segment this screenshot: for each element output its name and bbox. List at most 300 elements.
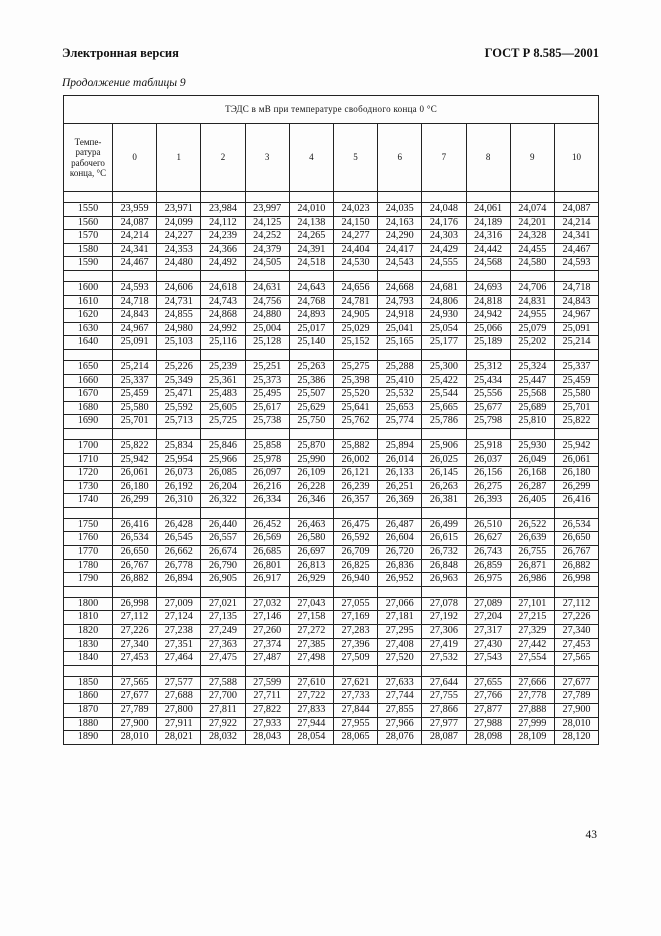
emf-value-cell: 27,112 [113,611,157,625]
emf-value-cell: 27,419 [422,638,466,652]
emf-value-cell: 27,588 [201,676,245,690]
emf-value-cell: 25,641 [333,401,377,415]
emf-value-cell: 26,145 [422,467,466,481]
emf-value-cell: 26,299 [554,480,598,494]
emf-value-cell: 24,656 [333,281,377,295]
table-row [64,401,599,415]
emf-value-cell: 26,569 [245,532,289,546]
emf-value-cell: 25,324 [510,360,554,374]
emf-value-cell: 25,422 [422,374,466,388]
emf-value-cell: 24,555 [422,257,466,271]
emf-value-cell: 25,605 [201,401,245,415]
emf-value-cell: 27,866 [422,704,466,718]
emf-value-cell: 26,487 [378,518,422,532]
separator-cell [201,428,245,439]
emf-value-cell: 26,369 [378,494,422,508]
table-row [64,388,599,402]
emf-value-cell: 27,977 [422,717,466,731]
emf-value-cell: 26,405 [510,494,554,508]
emf-value-cell: 25,079 [510,322,554,336]
emf-value-cell: 25,140 [289,336,333,350]
emf-value-cell: 27,487 [245,652,289,666]
table-row [64,573,599,587]
emf-value-cell: 26,975 [466,573,510,587]
emf-value-cell: 26,940 [333,573,377,587]
separator-cell [245,586,289,597]
emf-value-cell: 25,165 [378,336,422,350]
emf-value-cell: 25,870 [289,439,333,453]
temperature-cell: 1680 [64,401,113,415]
separator-cell [422,507,466,518]
emf-value-cell: 26,674 [201,546,245,560]
emf-value-cell: 27,158 [289,611,333,625]
emf-value-cell: 26,168 [510,467,554,481]
emf-value-cell: 27,340 [554,625,598,639]
separator-cell [333,507,377,518]
emf-value-cell: 26,929 [289,573,333,587]
emf-value-cell: 25,592 [157,401,201,415]
temperature-cell: 1670 [64,388,113,402]
emf-value-cell: 25,918 [466,439,510,453]
emf-value-cell: 24,681 [422,281,466,295]
emf-value-cell: 27,789 [113,704,157,718]
emf-value-cell: 26,381 [422,494,466,508]
emf-value-cell: 24,404 [333,243,377,257]
emf-value-cell: 27,599 [245,676,289,690]
emf-value-cell: 24,227 [157,230,201,244]
separator-cell [64,665,113,676]
emf-value-cell: 27,700 [201,690,245,704]
table-row [64,309,599,323]
emf-value-cell: 24,455 [510,243,554,257]
emf-value-cell: 25,858 [245,439,289,453]
emf-value-cell: 26,061 [554,453,598,467]
emf-value-cell: 26,156 [466,467,510,481]
emf-value-cell: 27,363 [201,638,245,652]
emf-value-cell: 28,076 [378,731,422,745]
separator-cell [422,428,466,439]
emf-value-cell: 26,428 [157,518,201,532]
emf-value-cell: 27,295 [378,625,422,639]
separator-cell [466,665,510,676]
emf-value-cell: 28,054 [289,731,333,745]
emf-value-cell: 25,128 [245,336,289,350]
emf-value-cell: 25,361 [201,374,245,388]
emf-value-cell: 25,906 [422,439,466,453]
separator-cell [289,507,333,518]
table-row [64,257,599,271]
separator-cell [157,428,201,439]
emf-value-cell: 26,180 [554,467,598,481]
table-row [64,652,599,666]
separator-cell [113,665,157,676]
emf-value-cell: 26,357 [333,494,377,508]
emf-value-cell: 27,520 [378,652,422,666]
emf-value-cell: 25,701 [554,401,598,415]
table-row [64,494,599,508]
emf-value-cell: 24,618 [201,281,245,295]
emf-value-cell: 25,532 [378,388,422,402]
emf-value-cell: 26,073 [157,467,201,481]
emf-value-cell: 25,810 [510,415,554,429]
separator-cell [554,428,598,439]
emf-value-cell: 25,568 [510,388,554,402]
emf-value-cell: 27,453 [113,652,157,666]
emf-value-cell: 27,226 [113,625,157,639]
temperature-cell: 1890 [64,731,113,745]
emf-value-cell: 25,029 [333,322,377,336]
emf-value-cell: 24,942 [466,309,510,323]
emf-value-cell: 27,822 [245,704,289,718]
emf-value-cell: 27,430 [466,638,510,652]
emf-value-cell: 27,844 [333,704,377,718]
emf-value-cell: 24,718 [113,295,157,309]
emf-value-cell: 24,955 [510,309,554,323]
temperature-cell: 1560 [64,216,113,230]
table-caption: Продолжение таблицы 9 [62,77,186,89]
temperature-column-header: Темпе-ратура рабочего конца, °С [64,124,113,192]
emf-value-cell: 24,176 [422,216,466,230]
separator-cell [554,192,598,203]
emf-value-cell: 25,091 [554,322,598,336]
emf-value-cell: 25,483 [201,388,245,402]
emf-value-cell: 26,510 [466,518,510,532]
emf-value-cell: 24,048 [422,203,466,217]
emf-value-cell: 26,604 [378,532,422,546]
separator-cell [378,349,422,360]
emf-value-cell: 27,306 [422,625,466,639]
table-row [64,453,599,467]
emf-value-cell: 27,498 [289,652,333,666]
separator-cell [245,665,289,676]
emf-value-cell: 28,010 [554,717,598,731]
temperature-cell: 1780 [64,559,113,573]
emf-value-cell: 26,580 [289,532,333,546]
emf-value-cell: 27,226 [554,611,598,625]
table-row [64,625,599,639]
separator-cell [422,586,466,597]
separator-cell [201,507,245,518]
emf-value-cell: 26,310 [157,494,201,508]
emf-value-cell: 27,135 [201,611,245,625]
emf-value-cell: 26,697 [289,546,333,560]
column-header-0: 0 [113,124,157,192]
emf-value-cell: 24,467 [113,257,157,271]
temperature-cell: 1720 [64,467,113,481]
emf-value-cell: 24,467 [554,243,598,257]
emf-value-cell: 27,475 [201,652,245,666]
separator-cell [378,270,422,281]
emf-value-cell: 24,138 [289,216,333,230]
temperature-cell: 1550 [64,203,113,217]
emf-value-cell: 27,442 [510,638,554,652]
emf-value-cell: 25,189 [466,336,510,350]
separator-cell [554,270,598,281]
column-header-9: 9 [510,124,554,192]
emf-value-cell: 26,251 [378,480,422,494]
separator-cell [466,270,510,281]
emf-value-cell: 25,041 [378,322,422,336]
separator-cell [378,507,422,518]
emf-value-cell: 24,718 [554,281,598,295]
emf-value-cell: 24,855 [157,309,201,323]
emf-value-cell: 26,263 [422,480,466,494]
emf-value-cell: 28,109 [510,731,554,745]
separator-cell [378,665,422,676]
separator-cell [289,665,333,676]
table-row [64,638,599,652]
emf-value-cell: 25,337 [554,360,598,374]
emf-value-cell: 25,152 [333,336,377,350]
emf-value-cell: 27,043 [289,597,333,611]
separator-cell [510,586,554,597]
emf-value-cell: 26,416 [113,518,157,532]
emf-value-cell: 26,767 [554,546,598,560]
separator-cell [245,428,289,439]
emf-value-cell: 27,396 [333,638,377,652]
emf-value-cell: 25,665 [422,401,466,415]
temperature-cell: 1610 [64,295,113,309]
emf-value-cell: 25,786 [422,415,466,429]
temperature-cell: 1590 [64,257,113,271]
emf-value-cell: 26,755 [510,546,554,560]
emf-value-cell: 26,639 [510,532,554,546]
separator-cell [554,586,598,597]
separator-cell [64,428,113,439]
separator-cell [510,507,554,518]
emf-value-cell: 27,666 [510,676,554,690]
emf-value-cell: 27,249 [201,625,245,639]
temperature-cell: 1630 [64,322,113,336]
emf-value-cell: 26,463 [289,518,333,532]
emf-value-cell: 24,010 [289,203,333,217]
separator-cell [466,586,510,597]
separator-cell [113,270,157,281]
emf-value-cell: 23,959 [113,203,157,217]
emf-value-cell: 25,701 [113,415,157,429]
emf-value-cell: 26,025 [422,453,466,467]
temperature-cell: 1870 [64,704,113,718]
separator-cell [510,192,554,203]
separator-cell [245,349,289,360]
emf-value-cell: 24,693 [466,281,510,295]
separator-cell [245,192,289,203]
emf-value-cell: 26,871 [510,559,554,573]
emf-value-cell: 26,133 [378,467,422,481]
emf-value-cell: 26,192 [157,480,201,494]
emf-value-cell: 24,843 [554,295,598,309]
emf-value-cell: 24,189 [466,216,510,230]
emf-value-cell: 25,580 [113,401,157,415]
emf-value-cell: 27,633 [378,676,422,690]
emf-value-cell: 25,337 [113,374,157,388]
emf-value-cell: 24,061 [466,203,510,217]
emf-value-cell: 27,009 [157,597,201,611]
column-header-10: 10 [554,124,598,192]
emf-value-cell: 27,988 [466,717,510,731]
separator-cell [113,192,157,203]
emf-value-cell: 24,706 [510,281,554,295]
emf-value-cell: 24,905 [333,309,377,323]
separator-cell [201,586,245,597]
emf-value-cell: 26,894 [157,573,201,587]
emf-value-cell: 25,386 [289,374,333,388]
column-header-5: 5 [333,124,377,192]
emf-value-cell: 27,900 [113,717,157,731]
emf-value-cell: 24,391 [289,243,333,257]
separator-cell [64,507,113,518]
column-header-3: 3 [245,124,289,192]
emf-value-cell: 26,882 [554,559,598,573]
emf-value-cell: 24,087 [113,216,157,230]
emf-value-cell: 24,918 [378,309,422,323]
emf-value-cell: 27,317 [466,625,510,639]
emf-value-cell: 26,522 [510,518,554,532]
emf-value-cell: 25,942 [554,439,598,453]
temperature-cell: 1580 [64,243,113,257]
temperature-cell: 1710 [64,453,113,467]
temperature-cell: 1760 [64,532,113,546]
separator-cell [157,270,201,281]
separator-cell [554,665,598,676]
emf-value-cell: 25,116 [201,336,245,350]
emf-value-cell: 27,688 [157,690,201,704]
emf-value-cell: 24,505 [245,257,289,271]
emf-value-cell: 27,329 [510,625,554,639]
emf-value-cell: 25,459 [554,374,598,388]
temperature-cell: 1650 [64,360,113,374]
emf-value-cell: 27,766 [466,690,510,704]
emf-value-cell: 27,408 [378,638,422,652]
separator-cell [466,507,510,518]
table-row [64,216,599,230]
emf-value-cell: 26,882 [113,573,157,587]
emf-value-cell: 27,944 [289,717,333,731]
column-header-2: 2 [201,124,245,192]
emf-value-cell: 25,677 [466,401,510,415]
emf-value-cell: 26,592 [333,532,377,546]
separator-cell [245,270,289,281]
emf-value-cell: 25,004 [245,322,289,336]
table-row [64,243,599,257]
emf-value-cell: 26,014 [378,453,422,467]
temperature-cell: 1700 [64,439,113,453]
emf-value-cell: 27,554 [510,652,554,666]
emf-value-cell: 26,452 [245,518,289,532]
temperature-cell: 1640 [64,336,113,350]
table-row [64,230,599,244]
separator-cell [113,507,157,518]
emf-value-cell: 24,328 [510,230,554,244]
emf-value-cell: 27,101 [510,597,554,611]
emf-value-cell: 28,065 [333,731,377,745]
emf-value-cell: 27,066 [378,597,422,611]
emf-value-cell: 27,078 [422,597,466,611]
emf-value-cell: 26,732 [422,546,466,560]
emf-value-cell: 24,580 [510,257,554,271]
column-header-6: 6 [378,124,422,192]
emf-value-cell: 24,593 [554,257,598,271]
emf-value-cell: 26,685 [245,546,289,560]
emf-value-cell: 24,743 [201,295,245,309]
emf-value-cell: 27,811 [201,704,245,718]
emf-value-cell: 26,109 [289,467,333,481]
emf-value-cell: 27,124 [157,611,201,625]
emf-value-cell: 27,733 [333,690,377,704]
emf-value-cell: 25,653 [378,401,422,415]
emf-value-cell: 24,543 [378,257,422,271]
emf-value-cell: 24,967 [113,322,157,336]
table-row [64,281,599,295]
separator-cell [333,428,377,439]
emf-value-cell: 25,214 [554,336,598,350]
emf-value-cell: 26,917 [245,573,289,587]
temperature-cell: 1810 [64,611,113,625]
emf-value-cell: 28,043 [245,731,289,745]
thermo-emf-table [63,95,599,745]
separator-cell [510,428,554,439]
emf-value-cell: 25,966 [201,453,245,467]
emf-value-cell: 24,843 [113,309,157,323]
emf-value-cell: 24,290 [378,230,422,244]
separator-cell [333,349,377,360]
emf-value-cell: 24,668 [378,281,422,295]
table-row [64,532,599,546]
emf-value-cell: 24,366 [201,243,245,257]
emf-value-cell: 25,520 [333,388,377,402]
emf-value-cell: 24,480 [157,257,201,271]
emf-value-cell: 24,277 [333,230,377,244]
emf-value-cell: 27,192 [422,611,466,625]
emf-value-cell: 24,341 [113,243,157,257]
emf-value-cell: 26,650 [113,546,157,560]
temperature-cell: 1850 [64,676,113,690]
emf-value-cell: 24,087 [554,203,598,217]
emf-value-cell: 25,066 [466,322,510,336]
emf-value-cell: 25,822 [554,415,598,429]
emf-value-cell: 25,689 [510,401,554,415]
emf-value-cell: 25,312 [466,360,510,374]
emf-value-cell: 26,475 [333,518,377,532]
emf-value-cell: 25,894 [378,439,422,453]
separator-cell [201,192,245,203]
separator-cell [157,507,201,518]
emf-value-cell: 25,798 [466,415,510,429]
emf-value-cell: 26,002 [333,453,377,467]
emf-value-cell: 25,834 [157,439,201,453]
emf-value-cell: 27,610 [289,676,333,690]
separator-cell [378,428,422,439]
table-row [64,559,599,573]
emf-value-cell: 25,091 [113,336,157,350]
emf-value-cell: 27,933 [245,717,289,731]
separator-cell [333,665,377,676]
group-separator [64,270,599,281]
emf-value-cell: 27,565 [554,652,598,666]
emf-value-cell: 26,998 [554,573,598,587]
table-row [64,295,599,309]
emf-value-cell: 24,768 [289,295,333,309]
emf-value-cell: 25,214 [113,360,157,374]
standard-code: ГОСТ Р 8.585—2001 [484,46,599,60]
emf-value-cell: 25,942 [113,453,157,467]
emf-value-cell: 27,900 [554,704,598,718]
emf-value-cell: 26,998 [113,597,157,611]
emf-value-cell: 25,226 [157,360,201,374]
separator-cell [157,665,201,676]
separator-cell [113,428,157,439]
separator-cell [201,270,245,281]
